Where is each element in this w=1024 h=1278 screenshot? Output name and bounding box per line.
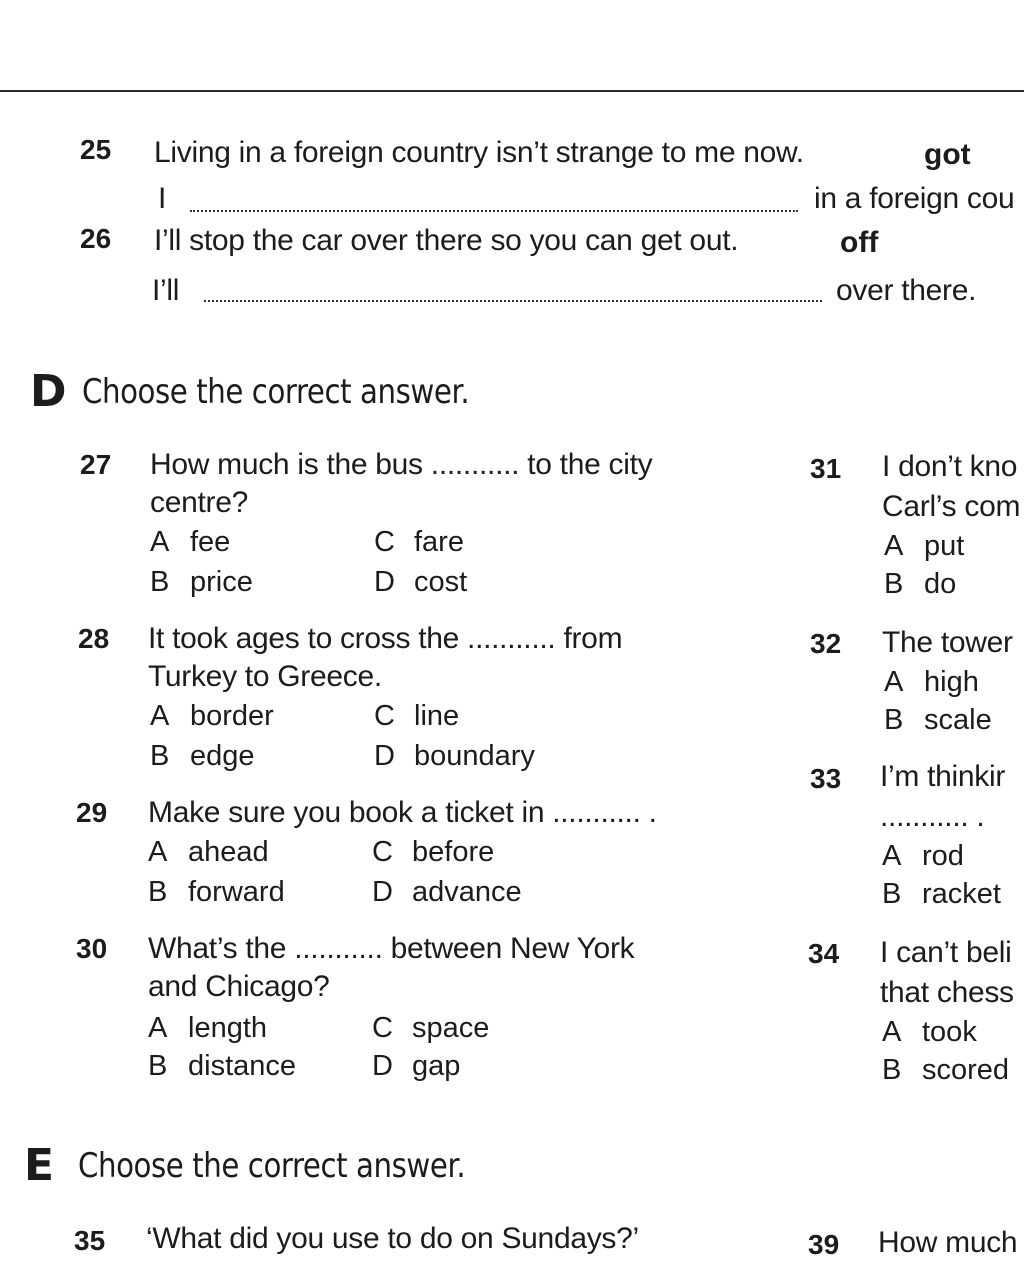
option-letter: B bbox=[148, 1050, 168, 1082]
option-letter: D bbox=[374, 566, 395, 598]
q34-line1: I can’t beli bbox=[880, 936, 1012, 969]
q26-answer-blank[interactable] bbox=[204, 280, 822, 302]
option-text: distance bbox=[188, 1050, 297, 1082]
q29-option-c[interactable] bbox=[372, 836, 494, 869]
q28-line2: Turkey to Greece. bbox=[148, 660, 382, 693]
option-letter: B bbox=[882, 1054, 902, 1086]
option-text: gap bbox=[412, 1050, 461, 1082]
option-letter: A bbox=[884, 666, 904, 698]
q30-line1: What’s the ........... between New York bbox=[148, 932, 635, 965]
option-text: price bbox=[190, 566, 253, 598]
q30-line2: and Chicago? bbox=[148, 970, 330, 1003]
q33-number: 33 bbox=[810, 763, 842, 794]
q34-option-a[interactable] bbox=[882, 1016, 977, 1049]
option-text: racket bbox=[922, 878, 1001, 910]
option-letter: A bbox=[882, 1016, 902, 1048]
option-text: took bbox=[922, 1016, 977, 1048]
q28-option-c[interactable] bbox=[374, 700, 459, 733]
q25-start: I bbox=[158, 182, 167, 215]
option-letter: A bbox=[148, 1012, 168, 1044]
q29-option-a[interactable] bbox=[148, 836, 269, 869]
option-text: rod bbox=[922, 840, 964, 872]
q30-option-c[interactable] bbox=[372, 1012, 489, 1045]
q25-end: in a foreign cou bbox=[814, 182, 1015, 215]
q39-line1: How much bbox=[878, 1226, 1018, 1259]
q30-option-b[interactable] bbox=[148, 1050, 296, 1083]
q32-number: 32 bbox=[810, 628, 842, 659]
q26-keyword: off bbox=[840, 226, 879, 259]
option-letter: C bbox=[372, 836, 393, 868]
option-letter: B bbox=[884, 568, 904, 600]
q25-answer-blank[interactable] bbox=[190, 190, 798, 212]
q31-line2: Carl’s com bbox=[882, 490, 1021, 523]
q34-option-b[interactable] bbox=[882, 1054, 1009, 1087]
option-letter: A bbox=[148, 836, 168, 868]
q30-option-d[interactable] bbox=[372, 1050, 460, 1083]
q27-line1: How much is the bus ........... to the city bbox=[150, 448, 653, 481]
option-letter: B bbox=[150, 566, 170, 598]
q27-option-b[interactable] bbox=[150, 566, 253, 599]
option-text: line bbox=[414, 700, 460, 732]
option-text: scored bbox=[922, 1054, 1010, 1086]
q33-option-b[interactable] bbox=[882, 878, 1001, 911]
option-letter: A bbox=[884, 530, 904, 562]
q26-start: I’ll bbox=[152, 274, 180, 307]
q32-option-b[interactable] bbox=[884, 704, 992, 737]
q27-option-d[interactable] bbox=[374, 566, 467, 599]
option-text: length bbox=[188, 1012, 268, 1044]
q31-number: 31 bbox=[810, 453, 842, 484]
option-text: before bbox=[412, 836, 495, 868]
option-letter: D bbox=[374, 740, 395, 772]
section-d-letter: D bbox=[30, 366, 67, 417]
q39-number: 39 bbox=[808, 1229, 840, 1260]
q27-line2: centre? bbox=[150, 486, 248, 519]
section-e-letter: E bbox=[24, 1140, 55, 1191]
option-letter: B bbox=[882, 878, 902, 910]
option-letter: B bbox=[148, 876, 168, 908]
option-letter: C bbox=[372, 1012, 393, 1044]
q31-option-b[interactable] bbox=[884, 568, 956, 601]
option-letter: C bbox=[374, 526, 395, 558]
q25-keyword: got bbox=[924, 138, 971, 171]
option-text: do bbox=[924, 568, 957, 600]
option-text: forward bbox=[188, 876, 285, 908]
q32-option-a[interactable] bbox=[884, 666, 979, 699]
option-text: high bbox=[924, 666, 979, 698]
q29-line1: Make sure you book a ticket in ........... . bbox=[148, 796, 657, 829]
q28-option-d[interactable] bbox=[374, 740, 535, 773]
q34-line2: that chess bbox=[880, 976, 1014, 1009]
q26-number: 26 bbox=[80, 223, 112, 254]
option-text: boundary bbox=[414, 740, 535, 772]
q35-line1: ‘What did you use to do on Sundays?’ bbox=[146, 1222, 639, 1255]
option-letter: C bbox=[374, 700, 395, 732]
option-letter: D bbox=[372, 876, 393, 908]
option-letter: B bbox=[150, 740, 170, 772]
q29-option-b[interactable] bbox=[148, 876, 285, 909]
q28-line1: It took ages to cross the ........... from bbox=[148, 622, 623, 655]
q27-option-c[interactable] bbox=[374, 526, 464, 559]
option-text: scale bbox=[924, 704, 992, 736]
option-letter: D bbox=[372, 1050, 393, 1082]
option-text: advance bbox=[412, 876, 522, 908]
q27-number: 27 bbox=[80, 449, 112, 480]
q31-line1: I don’t kno bbox=[882, 450, 1018, 483]
q33-line1: I’m thinkir bbox=[880, 760, 1006, 793]
option-text: ahead bbox=[188, 836, 269, 868]
option-letter: A bbox=[882, 840, 902, 872]
q33-option-a[interactable] bbox=[882, 840, 964, 873]
section-d-title: Choose the correct answer. bbox=[82, 372, 470, 412]
option-letter: B bbox=[884, 704, 904, 736]
option-text: space bbox=[412, 1012, 490, 1044]
q25-number: 25 bbox=[80, 134, 112, 165]
option-text: fare bbox=[414, 526, 464, 558]
q27-option-a[interactable] bbox=[150, 526, 230, 559]
option-text: fee bbox=[190, 526, 231, 558]
option-text: put bbox=[924, 530, 965, 562]
q35-number: 35 bbox=[74, 1225, 106, 1256]
option-letter: A bbox=[150, 700, 170, 732]
q29-option-d[interactable] bbox=[372, 876, 522, 909]
q33-line2: ........... . bbox=[880, 800, 985, 833]
top-rule bbox=[0, 90, 1024, 92]
option-text: cost bbox=[414, 566, 468, 598]
option-text: edge bbox=[190, 740, 255, 772]
option-letter: A bbox=[150, 526, 170, 558]
q31-option-a[interactable] bbox=[884, 530, 964, 563]
q28-number: 28 bbox=[78, 623, 110, 654]
q30-number: 30 bbox=[76, 933, 108, 964]
option-text: border bbox=[190, 700, 274, 732]
q32-line1: The tower bbox=[882, 626, 1013, 659]
q34-number: 34 bbox=[808, 938, 840, 969]
q25-sentence: Living in a foreign country isn’t strange to me now. bbox=[154, 136, 804, 169]
q30-option-a[interactable] bbox=[148, 1012, 267, 1045]
q28-option-b[interactable] bbox=[150, 740, 255, 773]
q29-number: 29 bbox=[76, 797, 108, 828]
section-e-title: Choose the correct answer. bbox=[78, 1146, 466, 1186]
q26-sentence: I’ll stop the car over there so you can get out. bbox=[154, 224, 739, 257]
q28-option-a[interactable] bbox=[150, 700, 274, 733]
q26-end: over there. bbox=[836, 274, 977, 307]
